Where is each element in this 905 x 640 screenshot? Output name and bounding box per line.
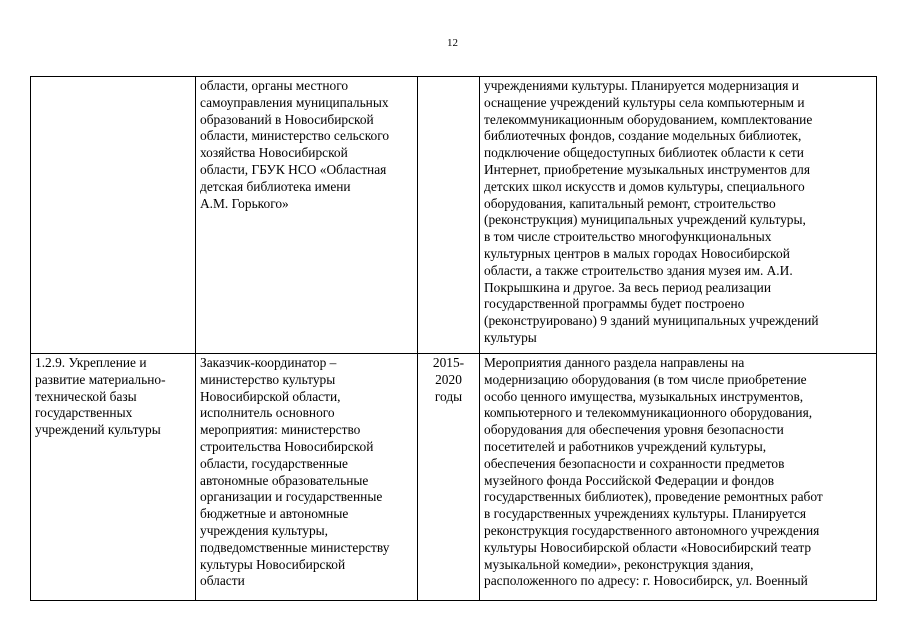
text-line: реконструкция государственного автономного учреждения xyxy=(484,522,820,538)
text-line: учреждений культуры xyxy=(35,422,161,438)
text-line: Покрышкина и другое. За весь период реализации xyxy=(484,279,772,295)
text-line: модернизацию оборудования (в том числе приобретение xyxy=(484,371,807,387)
text-line: 1.2.9. Укрепление и xyxy=(35,355,147,370)
text-line: культуры xyxy=(484,329,537,345)
text-line: Интернет, приобретение музыкальных инструментов для xyxy=(484,161,810,177)
text-line: особо ценного имущества, музыкальных инструментов, xyxy=(484,388,804,404)
text-line: области, ГБУК НСО «Областная xyxy=(200,161,387,177)
text-line: Мероприятия данного раздела направлены на xyxy=(484,355,745,370)
text-line: области, органы местного xyxy=(200,78,349,93)
text-line: самоуправления муниципальных xyxy=(200,94,389,110)
years-cell xyxy=(418,354,480,601)
text-line: области, министерство сельского xyxy=(200,128,390,144)
program-measures-table xyxy=(30,76,877,601)
text-line: посетителей и работников учреждений культуры, xyxy=(484,438,767,454)
text-line: детская библиотека имени xyxy=(200,178,351,194)
measure-cell xyxy=(31,77,196,354)
text-line: библиотечных фондов, создание модельных библиотек, xyxy=(484,128,802,144)
text-line: 2015- xyxy=(432,355,465,370)
text-line: детских школ искусств и домов культуры, специального xyxy=(484,178,805,194)
text-line: (реконструировано) 9 зданий муниципальных учреждений xyxy=(484,313,819,329)
text-line: государственных библиотек), проведение ремонтных работ xyxy=(484,489,823,505)
text-line: учреждениями культуры. Планируется модернизация и xyxy=(484,78,799,93)
text-line: (реконструкция) муниципальных учреждений культуры, xyxy=(484,212,806,228)
text-line: 2020 xyxy=(435,371,462,387)
text-line: оборудования, капитальный ремонт, строительство xyxy=(484,195,776,211)
description-cell xyxy=(480,354,877,601)
text-line: подведомственные министерству xyxy=(200,539,390,555)
executors-cell xyxy=(196,77,418,354)
text-line: государственной программы будет построено xyxy=(484,296,745,312)
text-line: в том числе строительство многофункциональных xyxy=(484,229,772,245)
text-line: Новосибирской области, xyxy=(200,388,341,404)
measure-cell xyxy=(31,354,196,601)
text-line: бюджетные и автономные xyxy=(200,506,349,522)
text-line: технической базы xyxy=(35,388,137,404)
text-line: культуры Новосибирской xyxy=(200,556,346,572)
text-line: компьютерного и телекоммуникационного оборудования, xyxy=(484,405,813,421)
text-line: государственных xyxy=(35,405,133,421)
text-line: в государственных учреждениях культуры. Планируется xyxy=(484,506,807,522)
text-line: министерство культуры xyxy=(200,371,336,387)
text-line: подключение общедоступных библиотек области к сети xyxy=(484,145,804,161)
text-line: А.М. Горького» xyxy=(200,195,289,211)
text-line: образований в Новосибирской xyxy=(200,111,374,127)
text-line: оборудования для обеспечения уровня безопасности xyxy=(484,422,784,438)
text-line: Заказчик-координатор – xyxy=(200,355,337,370)
text-line: области xyxy=(200,573,245,589)
text-line: телекоммуникационным оборудованием, комплектование xyxy=(484,111,813,127)
page-number: 12 xyxy=(447,37,458,49)
text-line: исполнитель основного xyxy=(200,405,335,421)
text-line: оснащение учреждений культуры села компьютерным и xyxy=(484,94,805,110)
text-line: музейного фонда Российской Федерации и фондов xyxy=(484,472,775,488)
executors-cell xyxy=(196,354,418,601)
text-line: обеспечения безопасности и сохранности предметов xyxy=(484,455,785,471)
text-line: развитие материально- xyxy=(35,371,166,387)
text-line: расположенного по адресу: г. Новосибирск, ул. Военный xyxy=(484,573,808,589)
text-line: области, а также строительство здания музея им. А.И. xyxy=(484,262,793,278)
text-line: культуры Новосибирской области «Новосибирский театр xyxy=(484,539,812,555)
text-line: хозяйства Новосибирской xyxy=(200,145,348,161)
text-line: годы xyxy=(434,388,463,404)
text-line: области, государственные xyxy=(200,455,348,471)
text-line: строительства Новосибирской xyxy=(200,438,374,454)
text-line: учреждения культуры, xyxy=(200,522,329,538)
text-line: организации и государственные xyxy=(200,489,383,505)
text-line: культурных центров в малых городах Новосибирской xyxy=(484,245,790,261)
description-cell xyxy=(480,77,877,354)
text-line: музыкальной комедии», реконструкция здания, xyxy=(484,556,754,572)
text-line: автономные образовательные xyxy=(200,472,369,488)
text-line: мероприятия: министерство xyxy=(200,422,361,438)
table-row xyxy=(31,77,877,354)
years-cell xyxy=(418,77,480,354)
table-row xyxy=(31,354,877,601)
